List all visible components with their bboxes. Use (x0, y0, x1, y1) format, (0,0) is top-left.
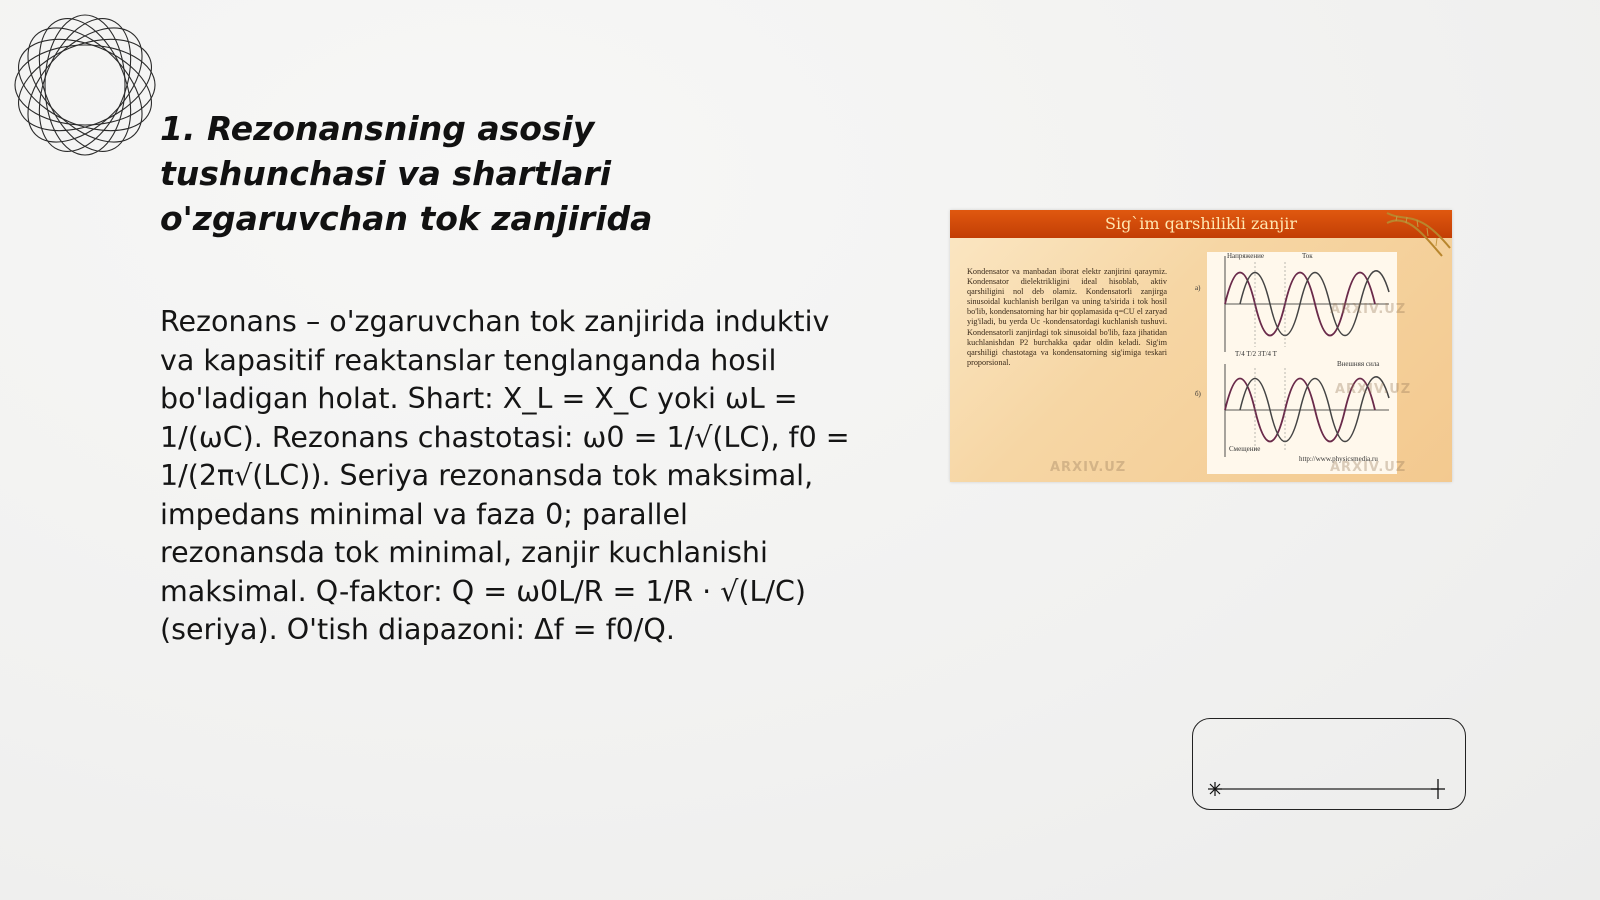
decorative-frame (1192, 718, 1466, 810)
dna-helix-icon (1382, 210, 1452, 258)
star-point-icon (1431, 779, 1445, 799)
plot-label-url: http://www.physicsmedia.ru (1299, 455, 1378, 463)
slide-title: 1. Rezonansning asosiy tushunchasi va shartlari o'zgaruvchan tok zanjirida (160, 109, 653, 238)
capacitive-circuit-image (950, 210, 1452, 482)
plot-label-ticks: T/4 T/2 3T/4 T (1235, 350, 1277, 358)
sparkle-icon (1208, 782, 1222, 796)
plot-label-a: a) (1195, 284, 1201, 292)
plot-label-external-force: Внешняя сила (1337, 360, 1380, 368)
image-header: Sig`im qarshilikli zanjir (950, 210, 1452, 238)
watermark: ARXIV.UZ (1050, 460, 1127, 475)
decorative-line-svg (1193, 719, 1465, 809)
watermark: ARXIV.UZ (1330, 460, 1407, 475)
plot-label-voltage: Напряжение (1227, 252, 1264, 260)
plot-label-b: б) (1195, 390, 1201, 398)
slide-body-text: Rezonans – o'zgaruvchan tok zanjirida induktiv va kapasitif reaktanslar tenglanganda hosil bo'ladigan holat. Shart: X_L = X_C yoki ωL = 1/(ωC). Rezonans chastotasi: ω0 = 1/√(LC), f0 = 1/(2π√(LC)). Seriya rezonansda tok maksimal, impedans minimal va faza 0; parallel rezonansda tok minimal, zanjir kuchlanishi maksimal. Q-faktor: Q = ω0L/R = 1/R · √(L/C) (seriya). O'tish diapazoni: Δf = f0/Q. (160, 305, 850, 646)
watermark: ARXIV.UZ (1330, 302, 1407, 317)
waveform-plot (1195, 252, 1397, 474)
image-body-text: Kondensator va manbadan iborat elektr zanjirini qaraymiz. Kondensator dielektrikligini ideal hisoblab, aktiv qarshiligini nol deb olamiz. Kondensatorli zanjirga sinusoidal kuchlanish berilgan va uning ta'sirida i tok hosil bo'lib, kondensatorning har bir qoplamasida q=CU el zaryad yig'iladi, bu yerda Uc -kondensatordagi kuchlanish tushuvi. Kondensatorli zanjirdagi tok sinusoidal bo'lib, faza jihatidan kuchlanishdan P2 burchakka qadar oldin keladi. Sig'im qarshiligi chastotaga va kondensatorning sig'imiga teskari proporsional. (967, 267, 1167, 367)
plot-label-current: Ток (1302, 252, 1313, 260)
watermark: ARXIV.UZ (1335, 382, 1412, 397)
circular-ornament-icon (10, 10, 160, 160)
plot-label-displacement: Смещение (1229, 445, 1261, 453)
